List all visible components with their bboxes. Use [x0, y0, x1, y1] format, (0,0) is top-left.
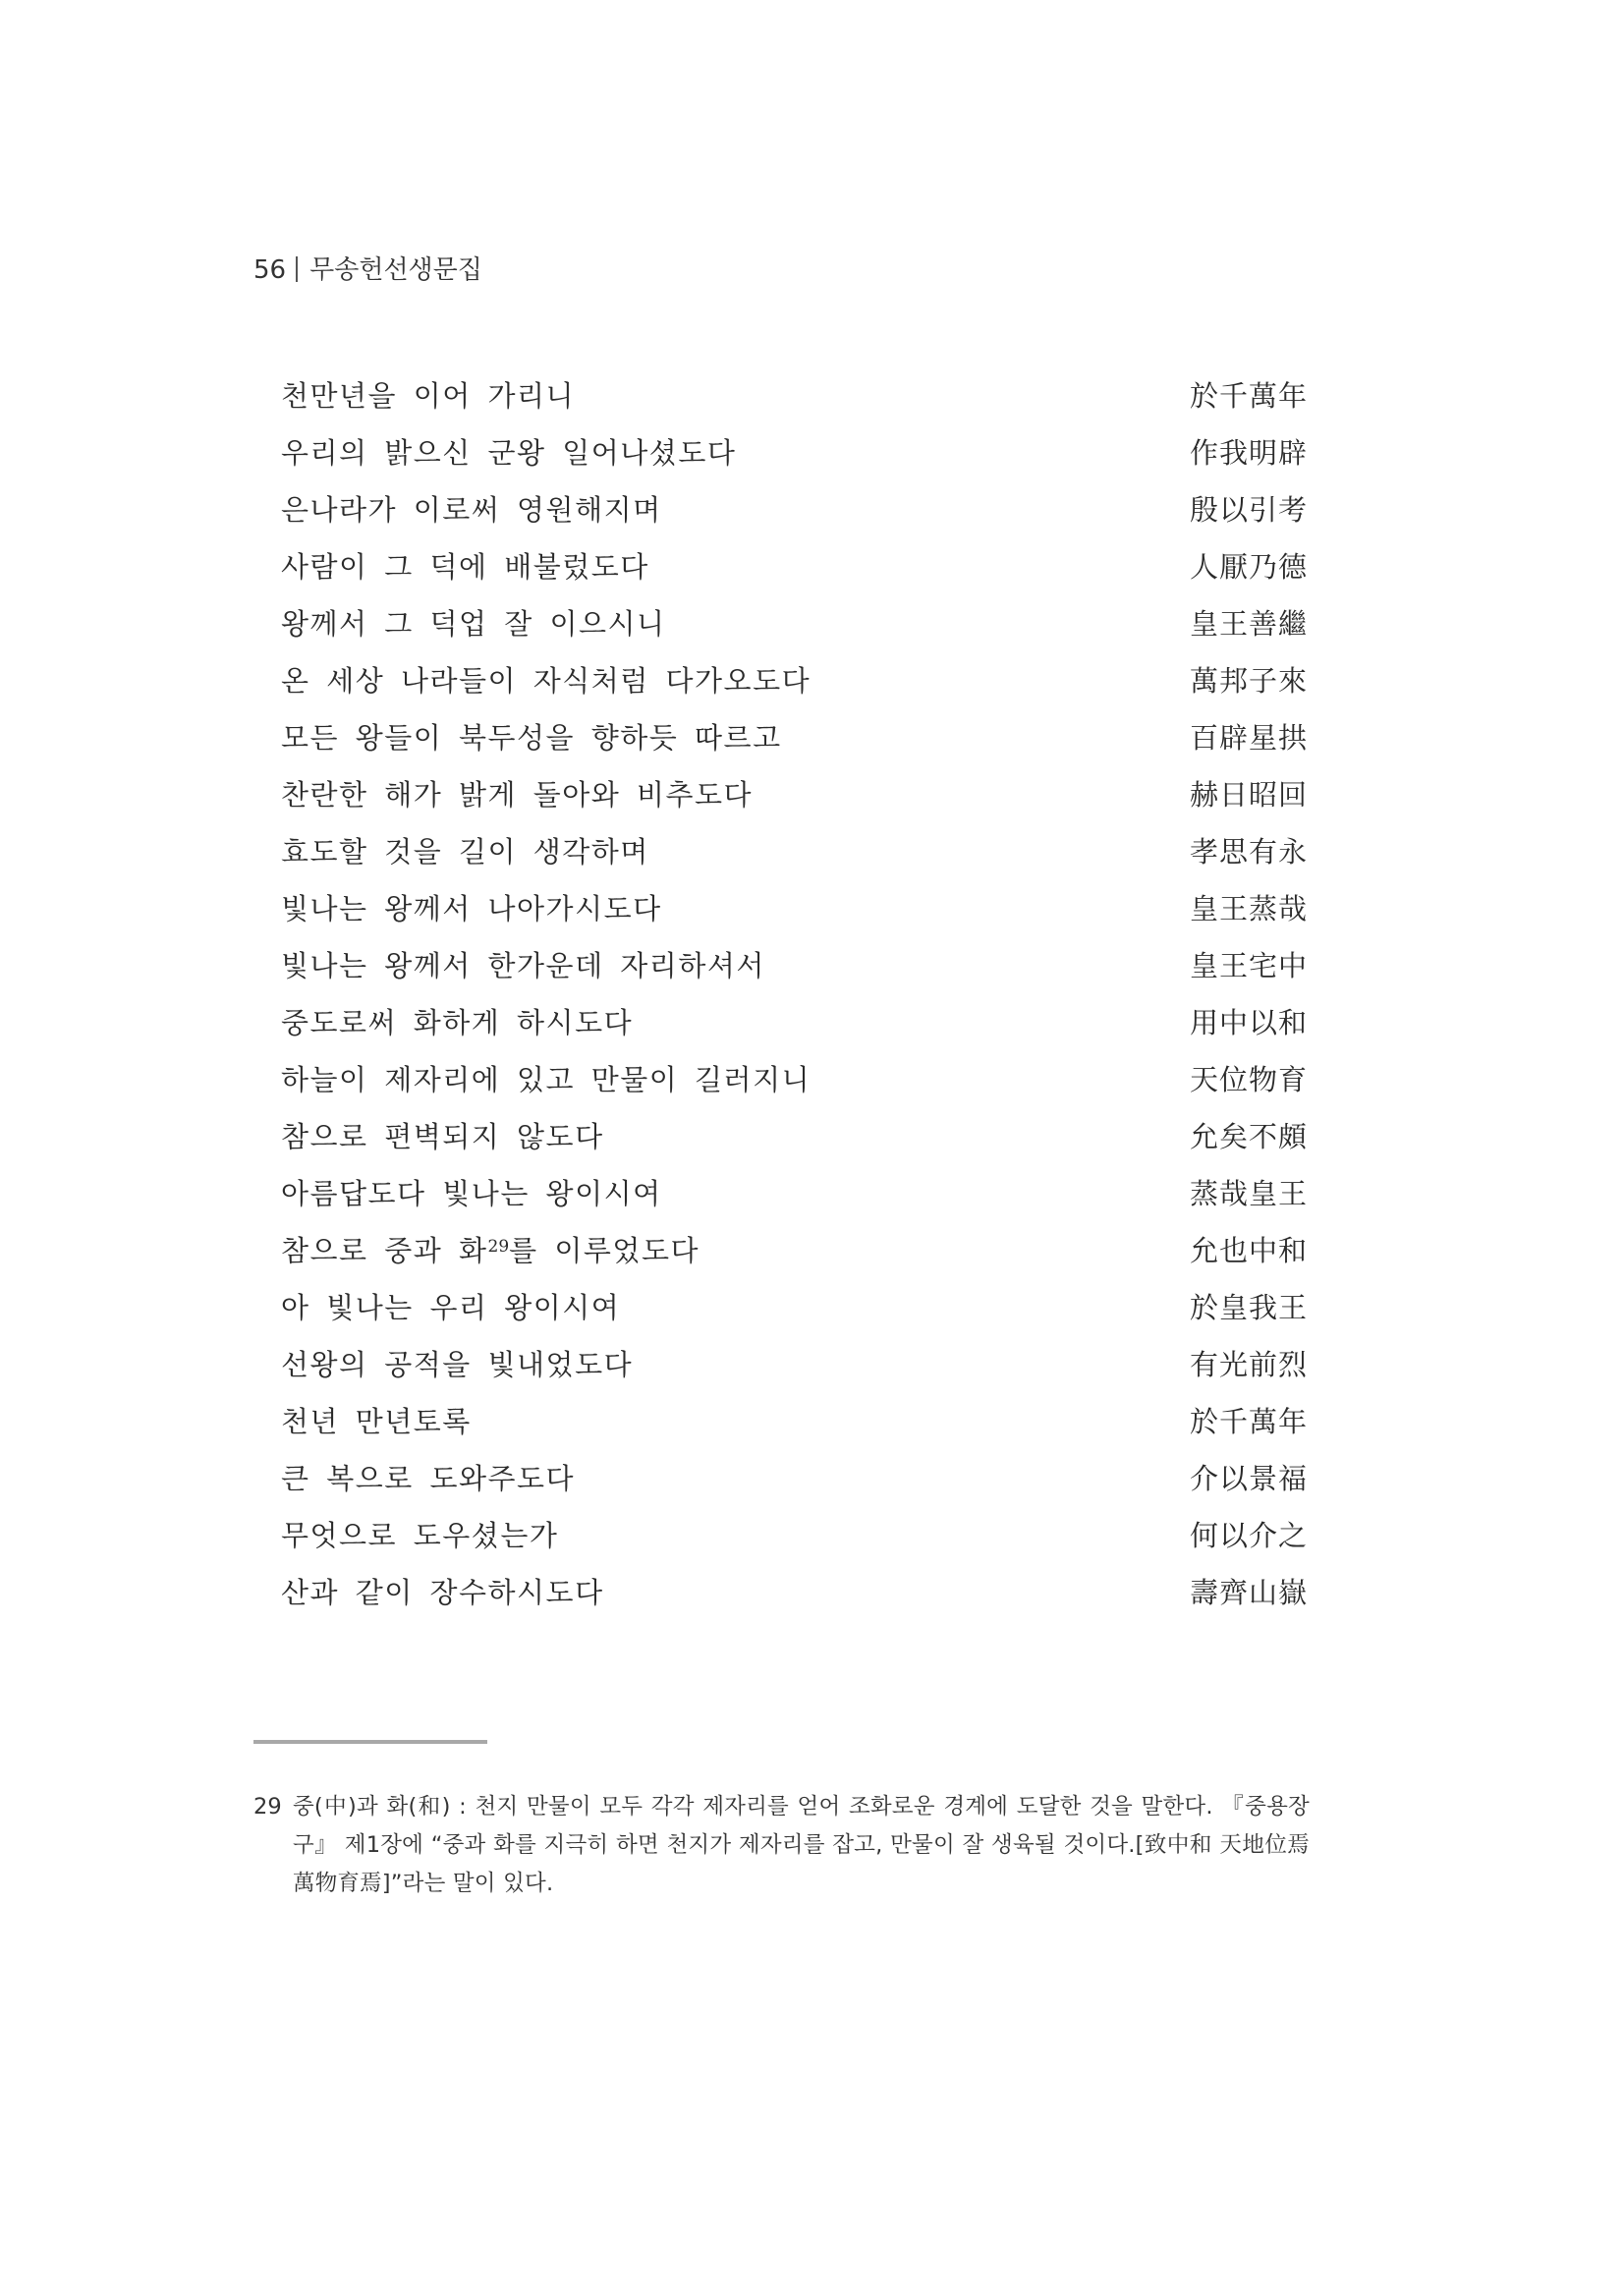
- page-number: 56: [253, 255, 287, 285]
- poem-korean-text: 하늘이 제자리에 있고 만물이 길러지니: [281, 1063, 812, 1096]
- poem-korean-text: 아름답도다 빛나는 왕이시여: [281, 1177, 662, 1210]
- header-divider: [296, 256, 298, 282]
- poem-hanja: 用中以和: [1189, 1006, 1308, 1039]
- poem-korean: [281, 1570, 604, 1615]
- poem-hanja: 殷以引考: [1189, 493, 1308, 527]
- poem-korean-text: 선왕의 공적을 빛내었도다: [281, 1348, 634, 1381]
- poem-korean: [281, 1285, 620, 1330]
- poem-korean-text: 산과 같이 장수하시도다: [281, 1576, 604, 1609]
- poem-korean: [281, 544, 649, 589]
- poem-hanja: 人厭乃德: [1189, 550, 1308, 584]
- poem-hanja: 壽齊山嶽: [1189, 1576, 1308, 1609]
- poem-korean: [281, 1228, 700, 1273]
- poem-line: [281, 1285, 1308, 1342]
- footnote-text: 중(中)과 화(和) : 천지 만물이 모두 각각 제자리를 얻어 조화로운 경계에 도달한 것을 말한다. 『중용장구』 제1장에 “중과 화를 지극히 하면 천지가 제자리를 잡고, 만물이 잘 생육될 것이다.[致中和 天地位焉 萬物育焉]”라는 말이 있다.: [293, 1794, 1310, 1896]
- poem-korean: [281, 829, 649, 874]
- poem-hanja: 作我明辟: [1189, 436, 1308, 470]
- poem-korean: [281, 1114, 604, 1159]
- poem-hanja: 有光前烈: [1189, 1348, 1308, 1381]
- poem-line: [281, 1114, 1308, 1171]
- poem-korean-text: 큰 복으로 도와주도다: [281, 1462, 576, 1495]
- poem-hanja: 允也中和: [1189, 1234, 1308, 1267]
- poem-line: [281, 1513, 1308, 1570]
- footnote: [253, 1788, 1310, 1903]
- poem-hanja: 皇王宅中: [1189, 949, 1308, 982]
- poem-korean-text: 중도로써 화하게 하시도다: [281, 1006, 634, 1039]
- poem-hanja: 於千萬年: [1189, 379, 1308, 413]
- poem-line: [281, 1057, 1308, 1114]
- running-header: [253, 250, 482, 286]
- footnote-ref: 29: [487, 1237, 510, 1257]
- poem-hanja: 皇王蒸哉: [1189, 892, 1308, 925]
- poem-korean: [281, 1171, 662, 1216]
- poem-line: [281, 1399, 1308, 1456]
- poem-korean-text: 참으로 편벽되지 않도다: [281, 1120, 604, 1153]
- poem-line: [281, 658, 1308, 715]
- poem-korean: [281, 1342, 633, 1387]
- poem-korean-text: 아 빛나는 우리 왕이시여: [281, 1291, 621, 1324]
- poem-line: [281, 1171, 1308, 1228]
- poem-line: [281, 829, 1308, 886]
- poem-korean: [281, 1456, 575, 1501]
- poem-hanja: 蒸哉皇王: [1189, 1177, 1308, 1210]
- poem-korean: [281, 943, 765, 988]
- poem-hanja: 於皇我王: [1189, 1291, 1308, 1324]
- poem-korean: [281, 772, 753, 817]
- poem-hanja: 百辟星拱: [1189, 721, 1308, 755]
- poem-korean-text: 빛나는 왕께서 나아가시도다: [281, 892, 662, 925]
- poem-line: [281, 1228, 1308, 1285]
- poem-hanja: 皇王善繼: [1189, 607, 1308, 641]
- poem-korean-text: 은나라가 이로써 영원해지며: [281, 493, 662, 527]
- poem-hanja: 介以景福: [1189, 1462, 1308, 1495]
- poem-hanja: 何以介之: [1189, 1519, 1308, 1552]
- poem-korean-text: 무엇으로 도우셨는가: [281, 1519, 559, 1552]
- poem-korean-text: 온 세상 나라들이 자식처럼 다가오도다: [281, 664, 812, 698]
- poem-korean-text: 천만년을 이어 가리니: [281, 379, 576, 413]
- poem-korean-text: 찬란한 해가 밝게 돌아와 비추도다: [281, 778, 754, 812]
- poem-hanja: 孝思有永: [1189, 835, 1308, 868]
- poem-korean: [281, 886, 662, 931]
- book-title: 무송헌선생문집: [309, 255, 482, 285]
- poem-line: [281, 943, 1308, 1000]
- poem-line: [281, 487, 1308, 544]
- poem-line: [281, 601, 1308, 658]
- poem-line: [281, 886, 1308, 943]
- poem-hanja: 天位物育: [1189, 1063, 1308, 1096]
- poem-korean-text: 빛나는 왕께서 한가운데 자리하셔서: [281, 949, 765, 982]
- poem-line: [281, 1342, 1308, 1399]
- footnote-rule: [253, 1740, 487, 1744]
- poem-line: [281, 544, 1308, 601]
- poem-korean: [281, 715, 782, 760]
- poem-korean-text: 우리의 밝으신 군왕 일어나셨도다: [281, 436, 737, 470]
- poem-line: [281, 772, 1308, 829]
- poem-hanja: 於千萬年: [1189, 1405, 1308, 1438]
- poem-korean: [281, 373, 575, 419]
- poem-line: [281, 1570, 1308, 1627]
- poem-korean: [281, 487, 662, 532]
- poem-korean: [281, 1000, 633, 1045]
- poem-korean: [281, 601, 666, 646]
- poem-korean-text: 효도할 것을 길이 생각하며: [281, 835, 649, 868]
- poem-korean-text: 모든 왕들이 북두성을 향하듯 따르고: [281, 721, 782, 755]
- footnote-number: 29: [253, 1794, 282, 1820]
- poem-korean: [281, 658, 811, 703]
- poem-line: [281, 1000, 1308, 1057]
- poem-korean-text: 사람이 그 덕에 배불렀도다: [281, 550, 649, 584]
- poem-korean: [281, 1399, 472, 1444]
- poem-korean-text: 참으로 중과 화: [281, 1234, 488, 1267]
- poem-hanja: 萬邦子來: [1189, 664, 1308, 698]
- poem-line: [281, 373, 1308, 430]
- poem-body: [281, 373, 1308, 1627]
- poem-hanja: 赫日昭回: [1189, 778, 1308, 812]
- poem-korean: [281, 1057, 811, 1102]
- poem-line: [281, 430, 1308, 487]
- poem-line: [281, 1456, 1308, 1513]
- poem-hanja: 允矣不頗: [1189, 1120, 1308, 1153]
- poem-korean-text: 를 이루었도다: [509, 1234, 700, 1267]
- poem-line: [281, 715, 1308, 772]
- poem-korean-text: 왕께서 그 덕업 잘 이으시니: [281, 607, 666, 641]
- poem-korean: [281, 430, 736, 476]
- poem-korean-text: 천년 만년토록: [281, 1405, 472, 1438]
- poem-korean: [281, 1513, 558, 1558]
